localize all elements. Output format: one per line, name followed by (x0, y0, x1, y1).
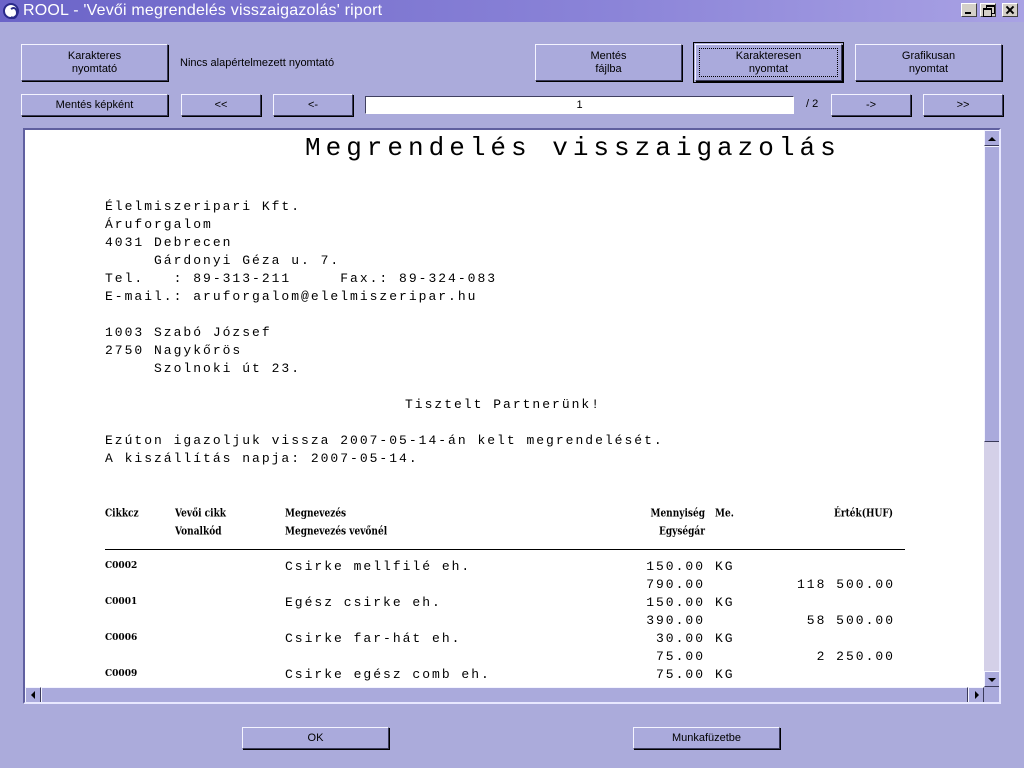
restore-button[interactable] (980, 3, 996, 17)
scrollbar-corner (984, 687, 1000, 703)
save-to-file-button[interactable]: Mentés fájlba (535, 44, 682, 81)
recipient-line: 1003 Szabó József (105, 325, 272, 340)
previous-page-button[interactable]: <- (273, 94, 353, 116)
window-title: ROOL - 'Vevői megrendelés visszaigazolás' riport (23, 2, 383, 19)
row-code: C0009 (105, 669, 138, 679)
page-total-label: / 2 (806, 98, 819, 110)
row-value: 118 500.00 (796, 577, 895, 592)
recipient-line: 2750 Nagykőrös (105, 343, 243, 358)
title-bar (0, 0, 1024, 22)
greeting: Tisztelt Partnerünk! (405, 397, 602, 412)
workbook-button[interactable]: Munkafüzetbe (633, 727, 780, 749)
sender-line: 4031 Debrecen (105, 235, 233, 250)
document-title: Megrendelés visszaigazolás (305, 133, 841, 163)
column-header-unit-price: Egységár (658, 526, 705, 538)
row-unit: KG (715, 667, 735, 682)
vertical-scrollbar[interactable] (984, 130, 1000, 687)
row-unit-price: 390.00 (646, 613, 705, 628)
column-header-barcode: Vonalkód (175, 526, 222, 538)
column-header-buyer-name: Megnevezés vevőnél (285, 526, 388, 538)
column-header-unit: Me. (715, 508, 734, 520)
minimize-button[interactable] (961, 3, 977, 17)
vertical-scroll-thumb[interactable] (984, 146, 1000, 442)
row-name: Egész csirke eh. (285, 595, 442, 610)
column-header-buyer-item: Vevői cikk (175, 508, 227, 520)
row-quantity: 150.00 (646, 595, 705, 610)
report-document (25, 130, 984, 687)
sender-line: E-mail.: aruforgalom@elelmiszeripar.hu (105, 289, 478, 304)
row-value: 2 250.00 (816, 649, 895, 664)
row-quantity: 30.00 (655, 631, 705, 646)
scroll-down-button[interactable] (984, 671, 1000, 687)
row-value: 58 500.00 (806, 613, 895, 628)
sender-line: Gárdonyi Géza u. 7. (105, 253, 341, 268)
column-header-value: Érték(HUF) (834, 508, 893, 520)
row-name: Csirke far-hát eh. (285, 631, 462, 646)
print-as-characters-button[interactable]: Karakteresen nyomtat (695, 44, 842, 81)
sender-line: Élelmiszeripari Kft. (105, 199, 302, 214)
body-line: A kiszállítás napja: 2007-05-14. (105, 451, 419, 466)
horizontal-scrollbar[interactable] (25, 687, 984, 703)
arrow-up-icon (988, 133, 996, 141)
row-unit-price: 790.00 (646, 577, 705, 592)
row-code: C0001 (105, 597, 138, 607)
save-as-image-button[interactable]: Mentés képként (21, 94, 168, 116)
scroll-right-button[interactable] (968, 687, 984, 703)
print-graphically-button[interactable]: Grafikusan nyomtat (855, 44, 1002, 81)
close-button[interactable] (1002, 3, 1018, 17)
report-preview[interactable] (23, 128, 1001, 704)
row-quantity: 75.00 (655, 667, 705, 682)
sender-line: Áruforgalom (105, 217, 213, 232)
arrow-right-icon (975, 691, 983, 699)
column-header-quantity: Mennyiség (650, 508, 705, 520)
app-icon[interactable] (3, 3, 19, 19)
row-unit: KG (715, 559, 735, 574)
row-unit: KG (715, 631, 735, 646)
column-header-name: Megnevezés (285, 508, 347, 520)
ok-button[interactable]: OK (242, 727, 389, 749)
sender-line: Tel. : 89-313-211 Fax.: 89-324-083 (105, 271, 498, 286)
scroll-left-button[interactable] (25, 687, 41, 703)
row-name: Csirke egész comb eh. (285, 667, 491, 682)
row-code: C0006 (105, 633, 138, 643)
horizontal-scroll-thumb[interactable] (41, 687, 968, 703)
row-quantity: 150.00 (646, 559, 705, 574)
column-header-code: Cikkсz (105, 508, 139, 520)
body-line: Ezúton igazoljuk vissza 2007-05-14-án kelt megrendelését. (105, 433, 664, 448)
header-divider (105, 549, 905, 550)
arrow-down-icon (988, 678, 996, 686)
next-page-button[interactable]: -> (831, 94, 911, 116)
scroll-up-button[interactable] (984, 130, 1000, 146)
printer-status-label: Nincs alapértelmezett nyomtató (180, 57, 335, 69)
arrow-left-icon (27, 691, 35, 699)
row-name: Csirke mellfilé eh. (285, 559, 472, 574)
row-unit: KG (715, 595, 735, 610)
first-page-button[interactable]: << (181, 94, 261, 116)
row-code: C0002 (105, 561, 138, 571)
row-unit-price: 75.00 (655, 649, 705, 664)
last-page-button[interactable]: >> (923, 94, 1003, 116)
page-number-input[interactable]: 1 (365, 96, 794, 114)
character-printer-button[interactable]: Karakteres nyomtató (21, 44, 168, 81)
recipient-line: Szolnoki út 23. (105, 361, 302, 376)
